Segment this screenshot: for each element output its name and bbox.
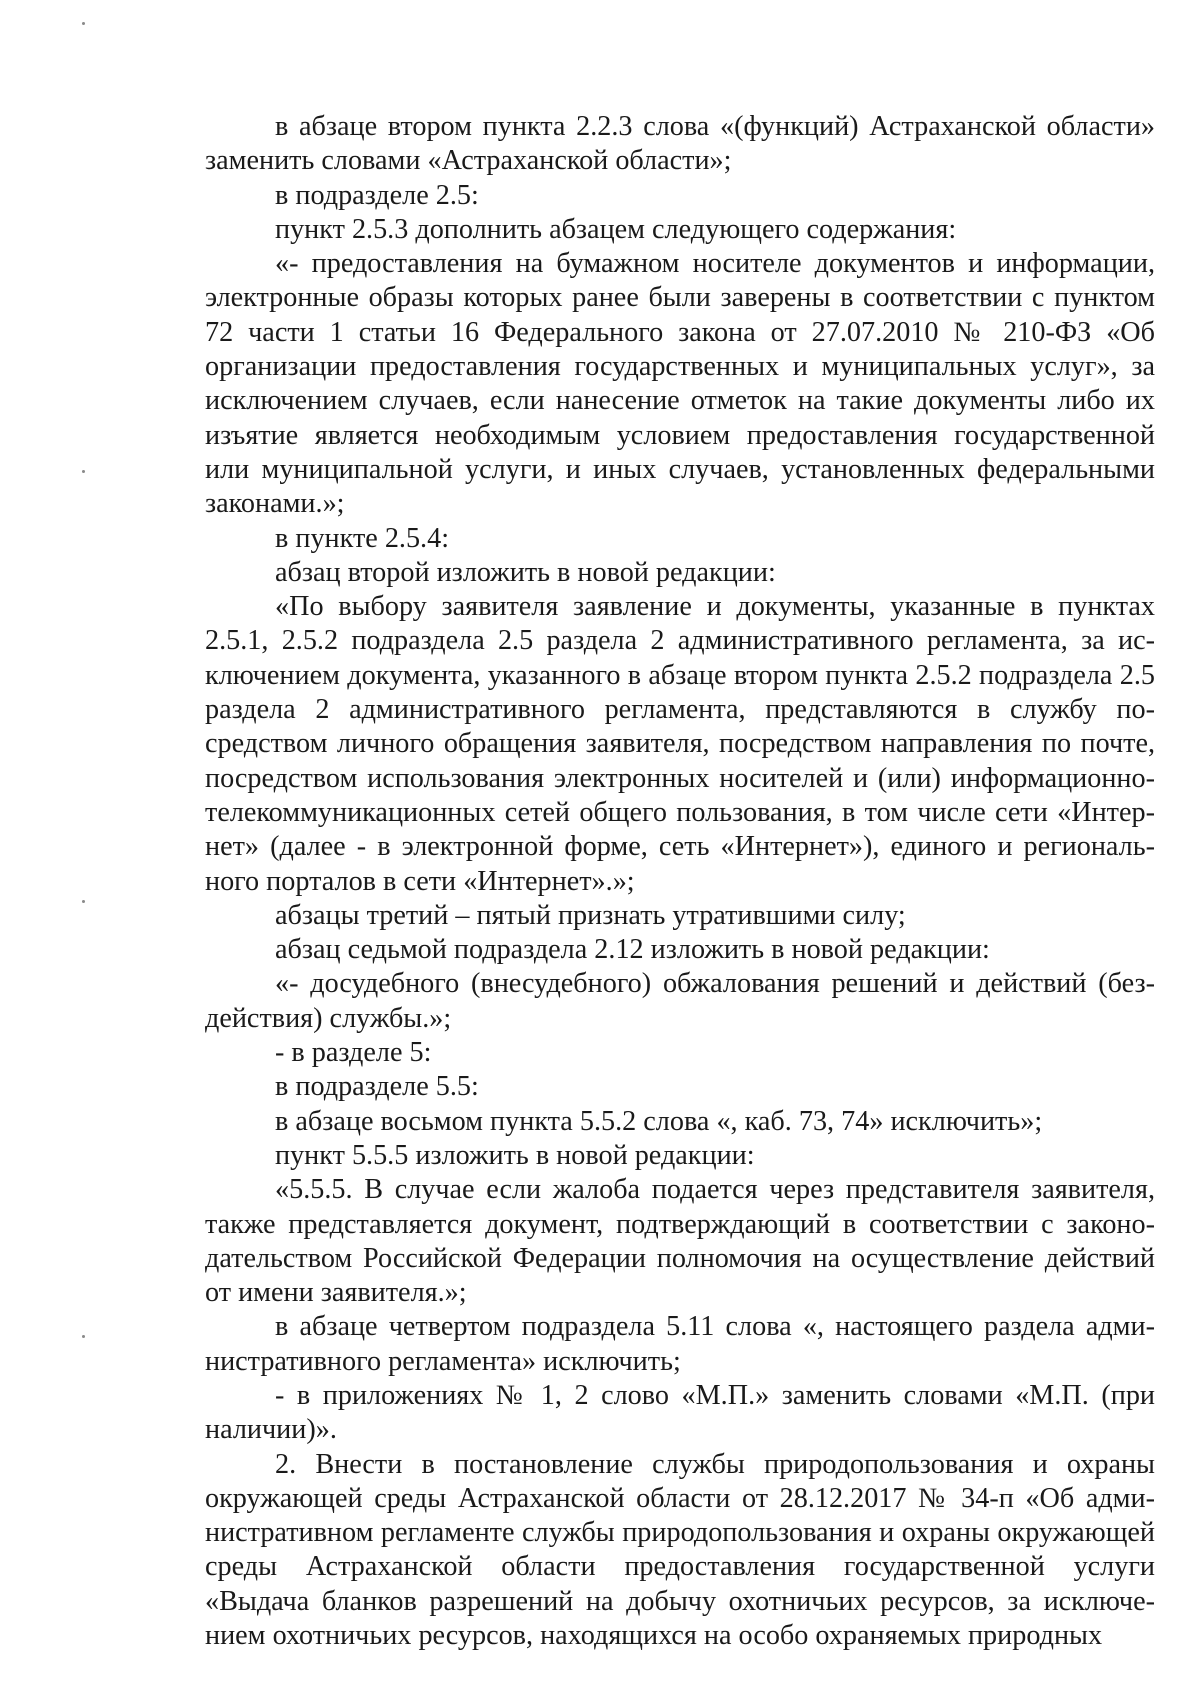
paragraph: «- предоставления на бумажном носителе документов и информации, электронные образы которых ранее были заверены в соответствии с пунктом 72 части 1 статьи 16 Федерального закона от 27.07.2010 № 210-ФЗ «Об организации предоставления государственных и муниципальных услуг», за исключением случаев, если нанесение отметок на такие документы либо их изъятие является необходимым условием предоставления государственной или муниципальной услуги, и иных случаев, установленных федеральными законами.»; bbox=[205, 248, 1155, 520]
paragraph: в подразделе 2.5: bbox=[275, 179, 479, 211]
paragraph: «- досудебного (внесудебного) обжалования решений и действий (бездействия) службы.»; bbox=[205, 968, 1155, 1034]
paragraph: 2. Внести в постановление службы природопользования и охраны окружающей среды Астраханской области от 28.12.2017 № 34-п «Об административном регламенте службы природопользования и охраны окружающей среды Астраханской области предоставления государственной услуги «Выдача бланков разрешений на добычу охотничьих ресурсов, за исключением охотничьих ресурсов, находящихся на особо охраняемых природных bbox=[205, 1448, 1155, 1652]
paragraph: в абзаце втором пункта 2.2.3 слова «(функций) Астраханской области» заменить словами «Астраханской области»; bbox=[205, 111, 1155, 177]
paragraph: абзацы третий – пятый признать утратившими силу; bbox=[275, 899, 906, 931]
scan-speck bbox=[82, 1335, 85, 1338]
paragraph: в абзаце четвертом подраздела 5.11 слова «, настоящего раздела административного регламента» исключить; bbox=[205, 1311, 1155, 1377]
scan-speck bbox=[82, 900, 85, 903]
paragraph: пункт 5.5.5 изложить в новой редакции: bbox=[275, 1139, 755, 1171]
scan-speck bbox=[82, 470, 85, 473]
paragraph: «По выбору заявителя заявление и документы, указанные в пунктах 2.5.1, 2.5.2 подраздела 2.5 раздела 2 административного регламента, за исключением документа, указанного в абзаце втором пункта 2.5.2 подраздела 2.5 раздела 2 административного регламента, представляются в службу посредством личного обращения заявителя, посредством направления по почте, посредством использования электронных носителей и (или) информационно-телекоммуникационных сетей общего пользования, в том числе сети «Интернет» (далее - в электронной форме, сеть «Интернет»), единого и регионального порталов в сети «Интернет».»; bbox=[205, 591, 1155, 897]
paragraph: пункт 2.5.3 дополнить абзацем следующего содержания: bbox=[275, 213, 957, 245]
paragraph: в подразделе 5.5: bbox=[275, 1071, 479, 1103]
paragraph: «5.5.5. В случае если жалоба подается через представителя заявителя, также представляется документ, подтверждающий в соответствии с законодательством Российской Федерации полномочия на осуществление действий от имени заявителя.»; bbox=[205, 1174, 1155, 1309]
paragraph: - в разделе 5: bbox=[275, 1037, 432, 1069]
paragraph: абзац седьмой подраздела 2.12 изложить в новой редакции: bbox=[275, 934, 990, 966]
scan-speck bbox=[82, 22, 85, 25]
paragraph: в абзаце восьмом пункта 5.5.2 слова «, каб. 73, 74» исключить»; bbox=[275, 1105, 1043, 1137]
paragraph: абзац второй изложить в новой редакции: bbox=[275, 556, 776, 588]
paragraph: в пункте 2.5.4: bbox=[275, 522, 450, 554]
document-body bbox=[205, 110, 1155, 1653]
paragraph: - в приложениях № 1, 2 слово «М.П.» заменить словами «М.П. (при наличии)». bbox=[205, 1379, 1155, 1446]
